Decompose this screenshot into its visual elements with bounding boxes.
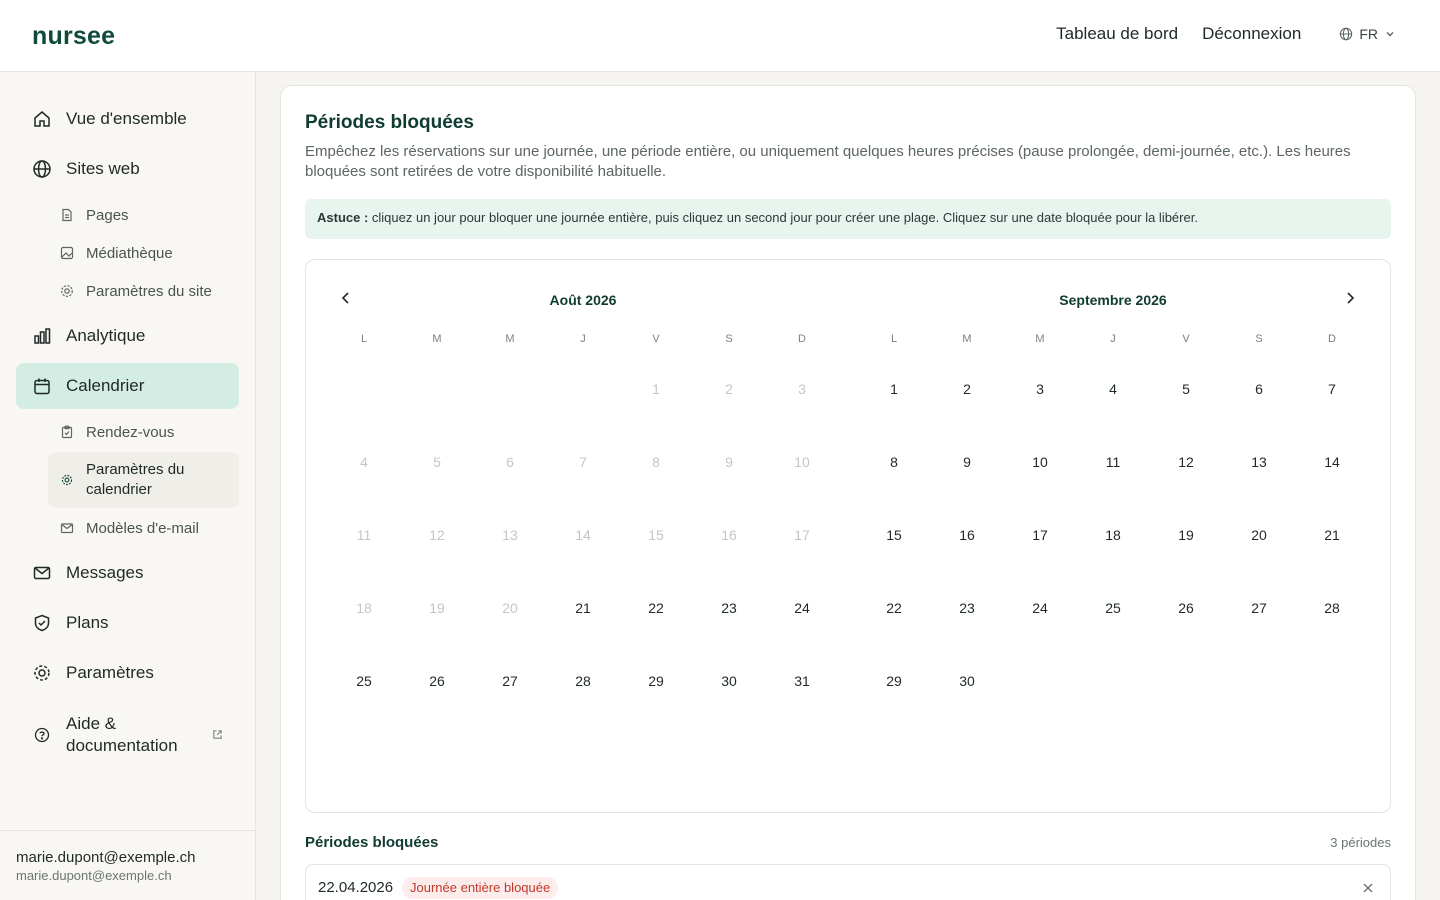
- calendar-day[interactable]: 30: [959, 673, 975, 689]
- file-icon: [60, 208, 74, 222]
- weekday-label: L: [890, 333, 898, 345]
- prev-month-button[interactable]: [334, 288, 358, 312]
- calendar-day: 1: [652, 381, 660, 397]
- weekday-label: D: [798, 333, 806, 345]
- calendar-day[interactable]: 9: [963, 454, 971, 470]
- sidebar-subitem-site-settings[interactable]: [48, 274, 239, 308]
- calendar: [305, 259, 1391, 813]
- sidebar-item-help[interactable]: [16, 708, 239, 762]
- language-value: FR: [1359, 26, 1378, 42]
- sidebar-item-label: Plans: [66, 613, 109, 632]
- calendar-day[interactable]: 31: [794, 673, 810, 689]
- calendar-day[interactable]: 25: [1105, 600, 1121, 616]
- page-title: Périodes bloquées: [305, 112, 474, 133]
- calendar-day[interactable]: 8: [890, 454, 898, 470]
- calendar-day[interactable]: 13: [1251, 454, 1267, 470]
- month-title: Septembre 2026: [1059, 292, 1167, 308]
- mail-icon: [60, 521, 74, 535]
- sidebar-subitem-media[interactable]: [48, 236, 239, 270]
- sidebar-item-messages[interactable]: [16, 550, 239, 596]
- sidebar-item-calendar[interactable]: [16, 363, 239, 409]
- weekday-label: J: [580, 333, 586, 345]
- help-circle-icon: [32, 725, 52, 745]
- nav-logout-link[interactable]: Déconnexion: [1202, 24, 1302, 43]
- user-email: marie.dupont@exemple.ch: [16, 868, 172, 883]
- calendar-day: 3: [798, 381, 806, 397]
- weekday-label: L: [360, 333, 368, 345]
- calendar-day: 14: [575, 527, 591, 543]
- globe-icon: [32, 159, 52, 179]
- language-select[interactable]: [1339, 26, 1396, 42]
- calendar-day[interactable]: 22: [886, 600, 902, 616]
- sidebar-subitem-label: Paramètres du calendrier: [86, 461, 185, 498]
- calendar-day[interactable]: 23: [721, 600, 737, 616]
- sidebar-subitem-label: Paramètres du site: [86, 282, 212, 300]
- sidebar-item-label: Vue d'ensemble: [66, 109, 187, 128]
- calendar-day: 20: [502, 600, 518, 616]
- calendar-day[interactable]: 4: [1109, 381, 1117, 397]
- external-link-icon: [212, 725, 223, 745]
- sidebar-item-websites[interactable]: [16, 146, 239, 192]
- calendar-day[interactable]: 30: [721, 673, 737, 689]
- calendar-day[interactable]: 6: [1255, 381, 1263, 397]
- sidebar-item-settings[interactable]: [16, 650, 239, 696]
- shield-icon: [32, 613, 52, 633]
- sidebar-item-analytics[interactable]: [16, 313, 239, 359]
- weekday-label: D: [1328, 333, 1336, 345]
- calendar-day[interactable]: 2: [963, 381, 971, 397]
- calendar-day: 10: [794, 454, 810, 470]
- weekday-label: M: [505, 333, 515, 345]
- calendar-day: 11: [356, 527, 372, 543]
- sidebar-subitem-appointments[interactable]: [48, 415, 239, 449]
- status-badge: Journée entière bloquée: [402, 877, 558, 899]
- calendar-icon: [32, 376, 52, 396]
- calendar-day: 9: [725, 454, 733, 470]
- weekday-label: S: [725, 333, 733, 345]
- calendar-day[interactable]: 29: [886, 673, 902, 689]
- sidebar-item-plans[interactable]: [16, 600, 239, 646]
- calendar-day[interactable]: 17: [1032, 527, 1048, 543]
- calendar-day: 13: [502, 527, 518, 543]
- weekday-label: M: [962, 333, 972, 345]
- weekday-label: V: [1182, 333, 1190, 345]
- tip-banner: [305, 199, 1391, 239]
- blocked-list-count: 3 périodes: [1330, 835, 1391, 850]
- sidebar-item-label: Paramètres: [66, 663, 154, 682]
- weekday-label: M: [432, 333, 442, 345]
- sidebar-item-label: Calendrier: [66, 376, 145, 395]
- calendar-day[interactable]: 29: [648, 673, 664, 689]
- gear-icon: [60, 284, 74, 298]
- top-nav: [1056, 24, 1396, 44]
- calendar-day[interactable]: 12: [1178, 454, 1194, 470]
- calendar-day[interactable]: 28: [575, 673, 591, 689]
- calendar-day[interactable]: 15: [886, 527, 902, 543]
- calendar-day[interactable]: 5: [1182, 381, 1190, 397]
- mail-icon: [32, 563, 52, 583]
- calendar-day[interactable]: 23: [959, 600, 975, 616]
- calendar-day[interactable]: 28: [1324, 600, 1340, 616]
- gear-icon: [60, 473, 74, 487]
- sidebar-subitem-email-templates[interactable]: [48, 511, 239, 545]
- image-icon: [60, 246, 74, 260]
- weekday-label: S: [1255, 333, 1263, 345]
- calendar-day[interactable]: 16: [959, 527, 975, 543]
- blocked-period-row: [305, 864, 1391, 900]
- calendar-day: 2: [725, 381, 733, 397]
- sidebar-subitem-label: Modèles d'e-mail: [86, 519, 199, 537]
- calendar-day: 6: [506, 454, 514, 470]
- calendar-day[interactable]: 14: [1324, 454, 1340, 470]
- sidebar-subitem-label: Rendez-vous: [86, 423, 175, 441]
- calendar-day: 5: [433, 454, 441, 470]
- tip-text: cliquez un jour pour bloquer une journée entière, puis cliquez un second jour pour créer une plage. Cliquez sur une date bloquée pour la libérer.: [368, 210, 1198, 225]
- chevron-down-icon: [1384, 28, 1396, 40]
- chevron-right-icon: [1342, 290, 1358, 311]
- calendar-day: 17: [794, 527, 810, 543]
- blocked-periods-card: [280, 85, 1416, 900]
- calendar-day[interactable]: 26: [429, 673, 445, 689]
- calendar-day[interactable]: 10: [1032, 454, 1048, 470]
- calendar-day: 7: [579, 454, 587, 470]
- gear-icon: [32, 663, 52, 683]
- weekday-label: J: [1110, 333, 1116, 345]
- period-date: 22.04.2026: [318, 879, 394, 896]
- user-name: marie.dupont@exemple.ch: [16, 849, 196, 866]
- calendar-day[interactable]: 26: [1178, 600, 1194, 616]
- globe-icon: [1339, 27, 1353, 41]
- calendar-day: 19: [429, 600, 445, 616]
- calendar-day[interactable]: 21: [575, 600, 591, 616]
- calendar-day: 18: [356, 600, 372, 616]
- calendar-day: 12: [429, 527, 445, 543]
- calendar-day[interactable]: 1: [890, 381, 898, 397]
- sidebar: [0, 72, 256, 900]
- month-title: Août 2026: [549, 292, 617, 308]
- home-icon: [32, 109, 52, 129]
- tip-label: Astuce :: [317, 210, 369, 225]
- calendar-day[interactable]: 25: [356, 673, 372, 689]
- sidebar-item-label: Aide & documentation: [66, 714, 178, 755]
- calendar-day[interactable]: 21: [1324, 527, 1340, 543]
- sidebar-subitem-label: Médiathèque: [86, 244, 173, 262]
- weekday-label: M: [1035, 333, 1045, 345]
- calendar-day[interactable]: 27: [1251, 600, 1267, 616]
- clipboard-icon: [60, 425, 74, 439]
- sidebar-item-overview[interactable]: [16, 96, 239, 142]
- top-bar: [0, 0, 1440, 72]
- calendar-day[interactable]: 3: [1036, 381, 1044, 397]
- calendar-day[interactable]: 11: [1105, 454, 1121, 470]
- calendar-day[interactable]: 22: [648, 600, 664, 616]
- next-month-button[interactable]: [1338, 288, 1362, 312]
- user-profile[interactable]: [0, 830, 256, 900]
- weekday-label: V: [652, 333, 660, 345]
- calendar-day[interactable]: 20: [1251, 527, 1267, 543]
- sidebar-subitem-pages[interactable]: [48, 198, 239, 232]
- calendar-day[interactable]: 24: [794, 600, 810, 616]
- logo[interactable]: nursee: [32, 22, 116, 50]
- sidebar-item-label: Messages: [66, 563, 144, 582]
- sidebar-subitem-label: Pages: [86, 206, 129, 224]
- calendar-day[interactable]: 27: [502, 673, 518, 689]
- sidebar-subitem-calendar-settings[interactable]: [48, 452, 239, 508]
- calendar-day: 8: [652, 454, 660, 470]
- calendar-day[interactable]: 19: [1178, 527, 1194, 543]
- calendar-day[interactable]: 24: [1032, 600, 1048, 616]
- bar-chart-icon: [32, 326, 52, 346]
- calendar-day: 16: [721, 527, 737, 543]
- sidebar-item-label: Sites web: [66, 159, 140, 178]
- close-icon[interactable]: [1362, 881, 1374, 899]
- calendar-day[interactable]: 7: [1328, 381, 1336, 397]
- nav-dashboard-link[interactable]: Tableau de bord: [1056, 24, 1179, 43]
- page-description: Empêchez les réservations sur une journée, une période entière, ou uniquement quelques heures précises (pause prolongée, demi-journée, etc.). Les heures bloquées sont retirées de votre disponibilité habituelle.: [305, 143, 1351, 180]
- chevron-left-icon: [338, 290, 354, 311]
- sidebar-item-label: Analytique: [66, 326, 146, 345]
- calendar-day: 4: [360, 454, 368, 470]
- calendar-day[interactable]: 18: [1105, 527, 1121, 543]
- calendar-day: 15: [648, 527, 664, 543]
- blocked-list-title: Périodes bloquées: [305, 834, 439, 851]
